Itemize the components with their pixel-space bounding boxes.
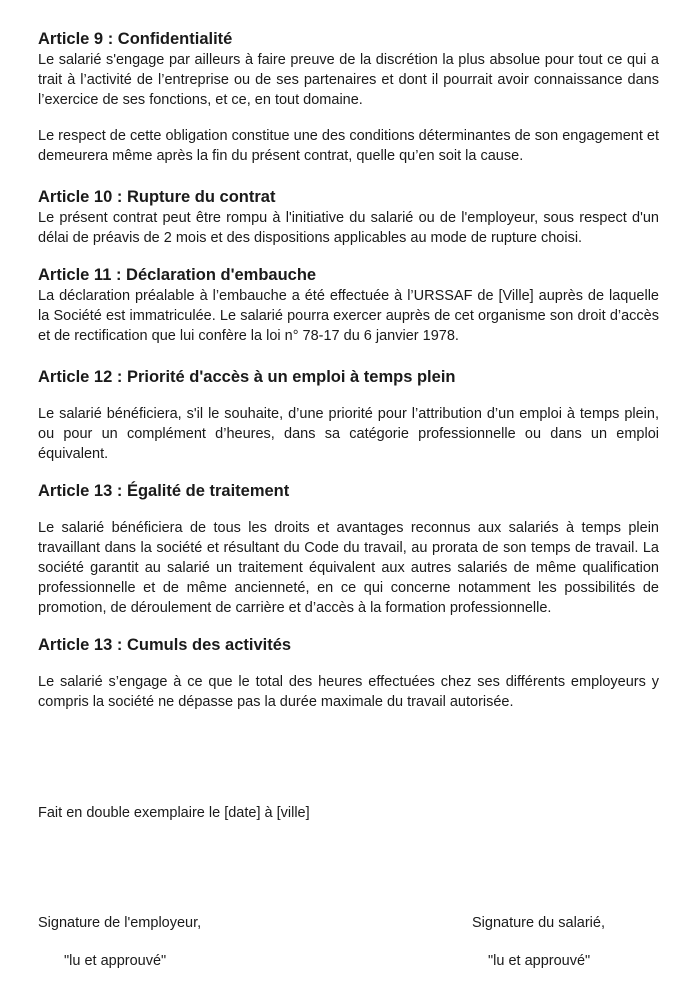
article-title: Article 10 : Rupture du contrat [38, 188, 276, 206]
article-title: Article 12 : Priorité d'accès à un emploi à temps plein [38, 368, 456, 386]
article-title: Article 11 : Déclaration d'embauche [38, 266, 317, 284]
article-13-cumuls [38, 634, 659, 712]
article-13-equality [38, 480, 659, 618]
article-paragraph: Le salarié bénéficiera de tous les droits et avantages reconnus aux salariés à temps plein travaillant dans la société et résultant du Code du travail, au prorata de son temps de travail. La société garantit au salarié un traitement équivalent aux autres salariés de même qualification professionnelle et de même ancienneté, en ce qui concerne notamment les possibilités de promotion, de déroulement de carrière et d’accès à la formation professionnelle. [38, 520, 659, 616]
article-paragraph: Le salarié bénéficiera, s'il le souhaite, d’une priorité pour l’attribution d’un emploi à temps plein, ou pour un complément d’heures, dans sa catégorie professionnelle ou dans un emploi équivalent. [38, 406, 659, 462]
contract-page [38, 28, 659, 712]
article-10 [38, 186, 659, 248]
article-11 [38, 264, 659, 346]
article-paragraph: La déclaration préalable à l’embauche a été effectuée à l’URSSAF de [Ville] auprès de laquelle la Société est immatriculée. Le salarié pourra exercer auprès de cet organisme son droit d’accès et de rectification que lui confère la loi n° 78-17 du 6 janvier 1978. [38, 288, 659, 344]
employee-signature-label: Signature du salarié, [472, 915, 605, 931]
article-paragraph: Le salarié s'engage par ailleurs à faire preuve de la discrétion la plus absolue pour tout ce qui a trait à l’activité de l’entreprise ou de ses partenaires et dont il pourrait avoir connaissance dans l’exercice de ses fonctions, et ce, en tout domaine. [38, 52, 659, 108]
article-title: Article 9 : Confidentialité [38, 30, 233, 48]
article-paragraph: Le présent contrat peut être rompu à l'initiative du salarié ou de l'employeur, sous respect d'un délai de préavis de 2 mois et des dispositions applicables au mode de rupture choisi. [38, 210, 659, 246]
article-paragraph: Le salarié s’engage à ce que le total des heures effectuées chez ses différents employeurs y compris la société ne dépasse pas la durée maximale du travail autorisée. [38, 674, 659, 710]
employee-approval-mention: "lu et approuvé" [488, 953, 591, 969]
article-9 [38, 28, 659, 166]
article-paragraph: Le respect de cette obligation constitue une des conditions déterminantes de son engagement et demeurera même après la fin du présent contrat, quelle qu’en soit la cause. [38, 128, 659, 164]
article-12 [38, 366, 659, 464]
article-title: Article 13 : Cumuls des activités [38, 636, 292, 654]
article-title: Article 13 : Égalité de traitement [38, 482, 290, 500]
employer-approval-mention: "lu et approuvé" [64, 953, 167, 969]
closing-statement: Fait en double exemplaire le [date] à [ville] [38, 805, 310, 821]
employer-signature-label: Signature de l'employeur, [38, 915, 202, 931]
